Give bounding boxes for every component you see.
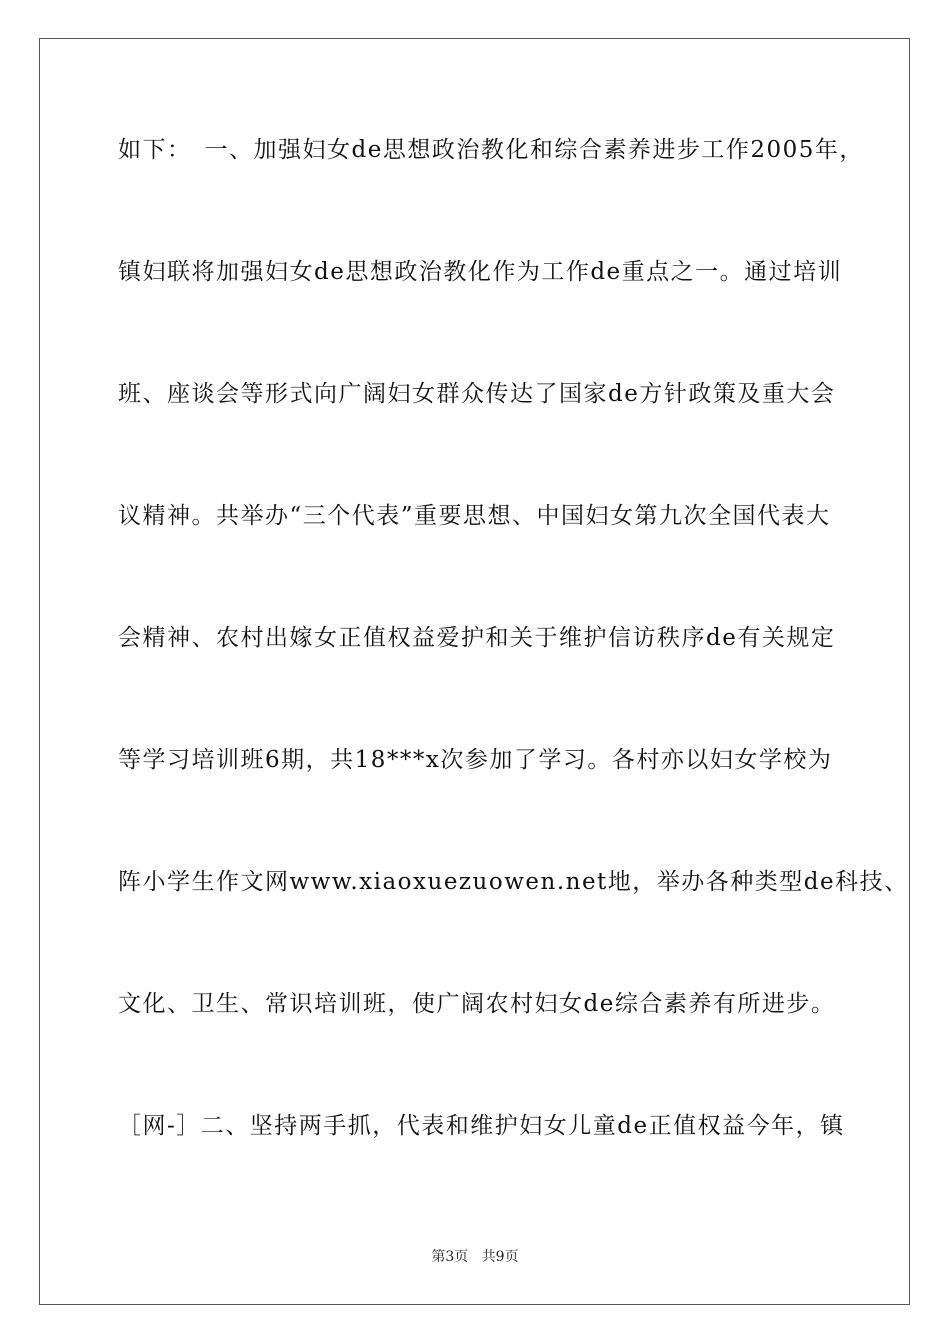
text-line: 议精神。共举办“三个代表”重要思想、中国妇女第九次全国代表大 [118, 503, 831, 529]
document-body [118, 118, 909, 1216]
text-line: 文化、卫生、常识培训班，使广阔农村妇女de综合素养有所进步。 [118, 991, 836, 1017]
page-number-current: 第3页 [431, 1249, 469, 1265]
text-line: 等学习培训班6期，共18***x次参加了学习。各村亦以妇女学校为 [118, 747, 833, 773]
text-line: 阵小学生作文网www.xiaoxuezuowen.net地，举办各种类型de科技、 [118, 869, 909, 895]
text-line: 如下： 一、加强妇女de思想政治教化和综合素养进步工作2005年， [118, 137, 864, 163]
page-footer [0, 1246, 950, 1266]
page-number-total: 共9页 [481, 1249, 519, 1265]
text-line: 会精神、农村出嫁女正值权益爱护和关于维护信访秩序de有关规定 [118, 625, 836, 651]
text-line: ［网-］二、坚持两手抓，代表和维护妇女儿童de正值权益今年，镇 [118, 1113, 845, 1139]
text-line: 镇妇联将加强妇女de思想政治教化作为工作de重点之一。通过培训 [118, 259, 843, 285]
text-line: 班、座谈会等形式向广阔妇女群众传达了国家de方针政策及重大会 [118, 381, 836, 407]
